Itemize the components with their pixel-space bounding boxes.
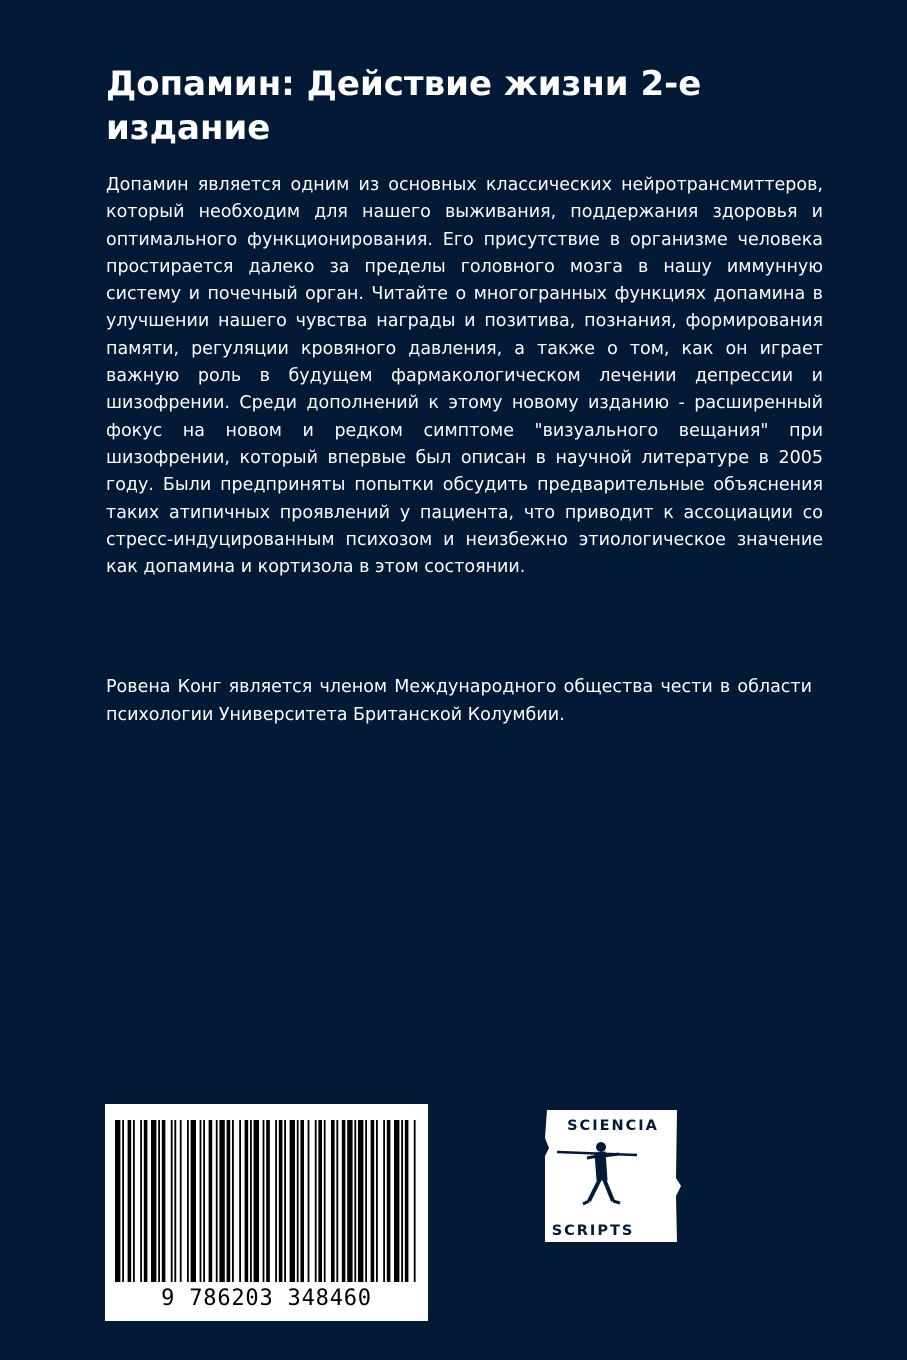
barcode-bar	[318, 1120, 322, 1282]
book-description: Допамин является одним из основных классических нейротрансмиттеров, который необходим для нашего выживания, поддержания здоровья и оптимального функционирования. Его присутствие в организме человека простирается далеко за пределы головного мозга в нашу иммунную систему и почечный орган. Читайте о многогранных функциях допамина в улучшении нашего чувства награды и позитива, познания, формирования памяти, регуляции кровяного давления, а также о том, как он играет важную роль в будущем фармакологическом лечении депрессии и шизофрении. Среди дополнений к этому новому изданию - расширенный фокус на новом и редком симптоме "визуального вещания" при шизофрении, который впервые был описан в научной литературе в 2005 году. Были предприняты попытки обсудить предварительные объяснения таких атипичных проявлений у пациента, что приводит к ассоциации со стресс-индуцированным психозом и неизбежно этиологическое значение как допамина и кортизола в этом состоянии.	[106, 175, 823, 578]
barcode-bar	[171, 1120, 173, 1282]
barcode-bar	[354, 1120, 356, 1282]
barcode-bar	[158, 1120, 160, 1282]
barcode-bar	[300, 1120, 304, 1282]
logo-text-bottom: SCRIPTS	[551, 1223, 635, 1239]
barcode-bar	[151, 1120, 156, 1282]
barcode-bar	[187, 1120, 189, 1282]
isbn-barcode	[105, 1104, 428, 1321]
publisher-logo-graphic	[543, 1108, 683, 1244]
barcode-bar	[383, 1120, 385, 1282]
barcode-bar	[209, 1120, 213, 1282]
barcode-bar	[263, 1120, 265, 1282]
barcode-bar	[180, 1120, 182, 1282]
barcode-bar	[232, 1120, 234, 1282]
publisher-logo	[543, 1108, 683, 1244]
barcode-bar	[216, 1120, 218, 1282]
barcode-bar	[387, 1120, 391, 1282]
barcode-bar	[365, 1120, 367, 1282]
barcode-bar	[122, 1120, 124, 1282]
logo-text-top: SCIENCIA	[567, 1118, 659, 1134]
barcode-bar	[275, 1120, 277, 1282]
barcode-bar	[115, 1120, 120, 1282]
book-title: Допамин: Действие жизни 2-е издание	[106, 64, 702, 148]
barcode-bar	[358, 1120, 363, 1282]
barcode-bar	[336, 1120, 338, 1282]
author-bio: Ровена Конг является членом Международного общества чести в области психологии Университета Британской Колумбии.	[106, 677, 812, 725]
barcode-bar	[297, 1120, 299, 1282]
barcode-bar	[203, 1120, 205, 1282]
barcode-bar	[371, 1120, 375, 1282]
barcode-bar	[239, 1120, 241, 1282]
barcode-bar	[250, 1120, 252, 1282]
barcode-bar	[140, 1120, 142, 1282]
isbn-number: 9 786203 348460	[161, 1286, 372, 1311]
barcode-bar	[315, 1120, 317, 1282]
barcode-bar	[266, 1120, 270, 1282]
barcode-bar	[162, 1120, 166, 1282]
barcode-bar	[347, 1120, 352, 1282]
barcode-bar	[279, 1120, 283, 1282]
barcode-bar	[245, 1120, 249, 1282]
barcode-bar	[219, 1120, 224, 1282]
barcode-bar	[405, 1120, 409, 1282]
barcode-bar	[401, 1120, 403, 1282]
barcode-bar	[394, 1120, 399, 1282]
barcode-bar	[133, 1120, 135, 1282]
barcode-bar	[414, 1120, 416, 1282]
barcode-bar	[342, 1120, 346, 1282]
barcode-bar	[324, 1120, 326, 1282]
barcode-bar	[254, 1120, 259, 1282]
barcode-bar	[128, 1120, 132, 1282]
barcode-bar	[227, 1120, 231, 1282]
barcode-bar	[376, 1120, 378, 1282]
barcode-bar	[284, 1120, 286, 1282]
barcode-bar	[331, 1120, 335, 1282]
barcode-bar	[191, 1120, 196, 1282]
barcode-bar	[200, 1120, 202, 1282]
barcode-bar	[290, 1120, 295, 1282]
barcode-bar	[174, 1120, 176, 1282]
barcode-bar	[308, 1120, 310, 1282]
barcode-bar	[144, 1120, 148, 1282]
